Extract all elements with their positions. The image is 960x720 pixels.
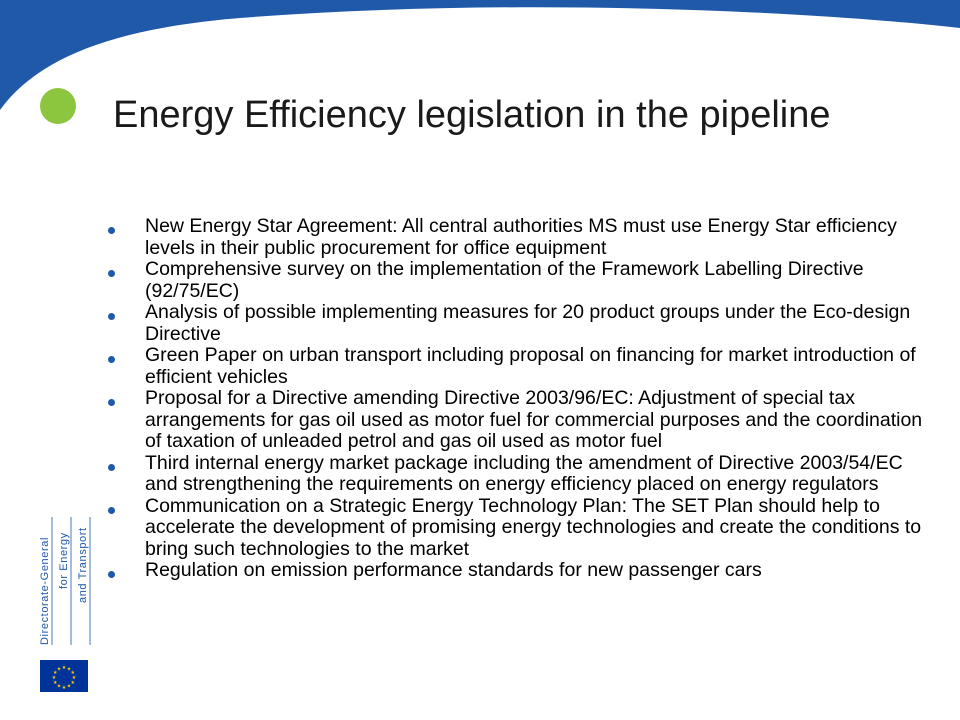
bullet-text: Proposal for a Directive amending Directive 2003/96/EC: Adjustment of special tax arrangements for gas oil used as motor fuel for commercial purposes and the coordination of taxation of unleaded petrol and gas oil used as motor fuel [145, 387, 923, 452]
svg-text:★: ★ [61, 665, 67, 671]
bullet-text: New Energy Star Agreement: All central authorities MS must use Energy Star efficiency levels in their public procurement for office equipment [145, 215, 897, 259]
bullet-text: Third internal energy market package including the amendment of Directive 2003/54/EC and strengthening the requirements on energy efficiency placed on energy regulators [145, 451, 903, 495]
bullet-dot-icon [108, 399, 115, 406]
svg-text:★: ★ [61, 685, 67, 691]
svg-text:★: ★ [71, 675, 77, 681]
bullet-text: Green Paper on urban transport including proposal on financing for market introduction of efficient vehicles [145, 344, 916, 388]
bullet-dot-icon [108, 571, 115, 578]
svg-text:★: ★ [53, 680, 58, 686]
svg-text:★: ★ [53, 670, 58, 676]
svg-text:★: ★ [56, 666, 62, 673]
logo-line-3: and Transport [77, 527, 89, 603]
bullet-dot-icon [108, 227, 115, 234]
svg-text:★: ★ [51, 675, 57, 681]
bullet-item [108, 560, 928, 582]
bullet-dot-icon [108, 313, 115, 320]
bullet-item [108, 302, 928, 345]
bullet-item [108, 388, 928, 453]
bullet-dot-icon [108, 464, 115, 471]
svg-text:★: ★ [70, 680, 75, 686]
bullet-text: Comprehensive survey on the implementation of the Framework Labelling Directive (92/75/EC) [145, 258, 864, 302]
bullet-dot-icon [108, 507, 115, 514]
slide-title: Energy Efficiency legislation in the pipeline [113, 94, 831, 136]
bullet-text: Communication on a Strategic Energy Technology Plan: The SET Plan should help to accelerate the development of promising energy technologies and create the conditions to bring such technologies to the market [145, 494, 922, 560]
bullet-text: Analysis of possible implementing measures for 20 product groups under the Eco-design Directive [145, 301, 911, 345]
bullet-item [108, 453, 928, 496]
dg-energy-transport-logo [30, 515, 94, 647]
eu-flag-icon [40, 660, 88, 692]
svg-text:★: ★ [56, 683, 62, 690]
svg-text:★: ★ [66, 666, 72, 673]
logo-line-2: for Energy [58, 532, 70, 589]
bullet-list [108, 216, 928, 582]
svg-text:★: ★ [66, 683, 72, 690]
bullet-item [108, 216, 928, 259]
svg-text:★: ★ [70, 670, 75, 676]
bullet-text: Regulation on emission performance standards for new passenger cars [145, 559, 762, 581]
bullet-item [108, 259, 928, 302]
bullet-item [108, 345, 928, 388]
bullet-dot-icon [108, 356, 115, 363]
logo-line-1: Directorate-General [39, 537, 51, 645]
bullet-item [108, 496, 928, 561]
title-bullet-icon [40, 88, 76, 124]
bullet-dot-icon [108, 270, 115, 277]
